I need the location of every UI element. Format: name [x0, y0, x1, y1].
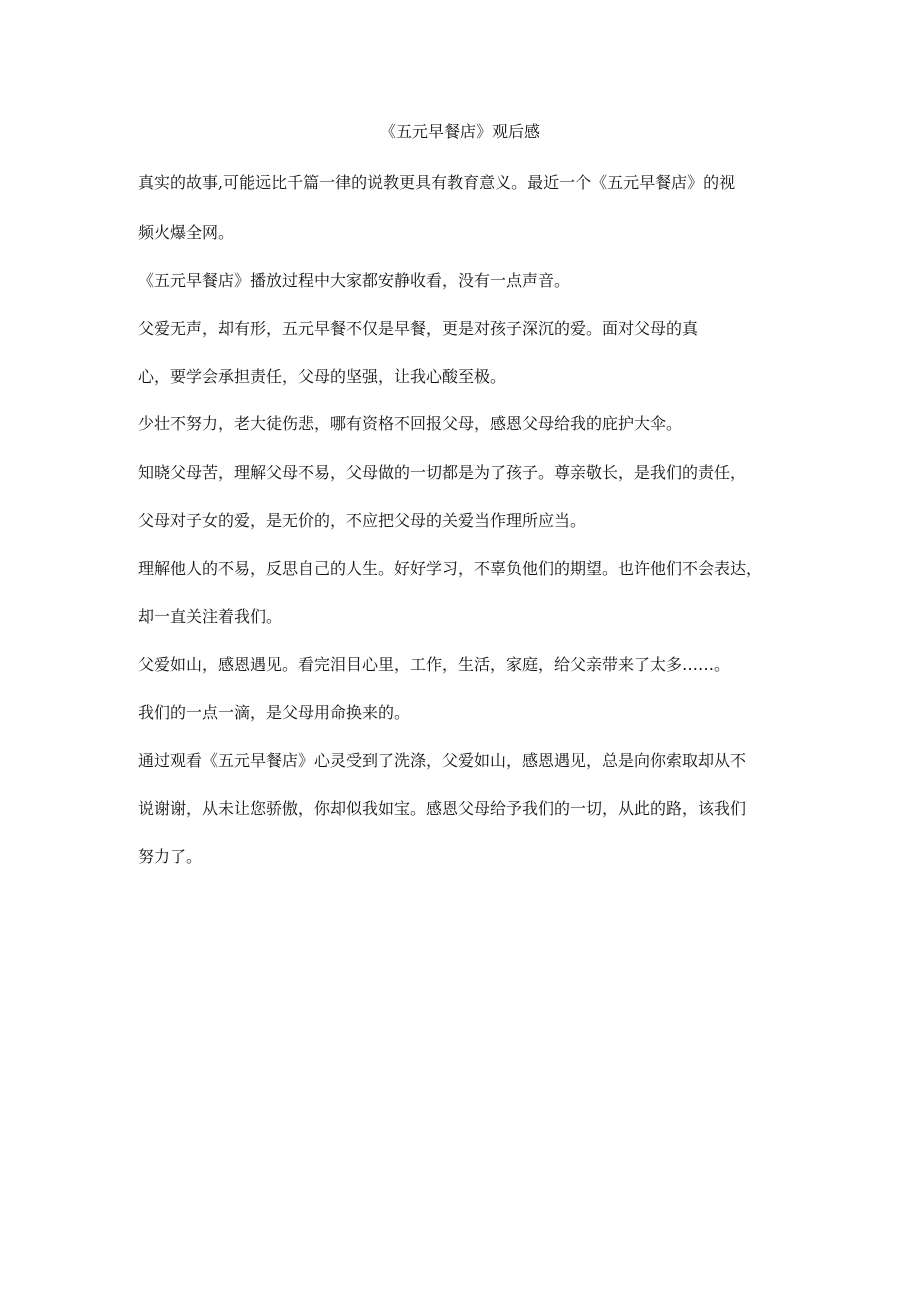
body-line-6: 少壮不努力，老大徒伤悲，哪有资格不回报父母，感恩父母给我的庇护大伞。 [138, 414, 683, 433]
body-line-14: 说谢谢，从未让您骄傲，你却似我如宝。感恩父母给予我们的一切，从此的路，该我们 [138, 799, 747, 818]
body-line-11: 父爱如山，感恩遇见。看完泪目心里，工作，生活，家庭，给父亲带来了太多……。 [138, 655, 731, 674]
body-line-13: 通过观看《五元早餐店》心灵受到了洗涤，父爱如山，感恩遇见，总是向你索取却从不 [138, 751, 747, 770]
document-title: 《五元早餐店》观后感 [379, 122, 540, 141]
body-line-7: 知晓父母苦，理解父母不易，父母做的一切都是为了孩子。尊亲敬长，是我们的责任， [138, 463, 747, 482]
body-line-15: 努力了。 [138, 847, 203, 866]
body-line-1: 真实的故事,可能远比千篇一律的说教更具有教育意义。最近一个《五元早餐店》的视 [138, 173, 736, 192]
body-line-10: 却一直关注着我们。 [138, 607, 283, 626]
body-line-2: 频火爆全网。 [138, 223, 235, 242]
body-line-5: 心，要学会承担责任，父母的坚强，让我心酸至极。 [138, 367, 507, 386]
body-line-12: 我们的一点一滴，是父母用命换来的。 [138, 703, 411, 722]
body-line-4: 父爱无声，却有形，五元早餐不仅是早餐，更是对孩子深沉的爱。面对父母的真 [138, 319, 699, 338]
body-line-3: 《五元早餐店》播放过程中大家都安静收看，没有一点声音。 [138, 271, 571, 290]
body-line-9: 理解他人的不易，反思自己的人生。好好学习，不辜负他们的期望。也许他们不会表达， [138, 559, 763, 578]
body-line-8: 父母对子女的爱，是无价的，不应把父母的关爱当作理所应当。 [138, 511, 587, 530]
